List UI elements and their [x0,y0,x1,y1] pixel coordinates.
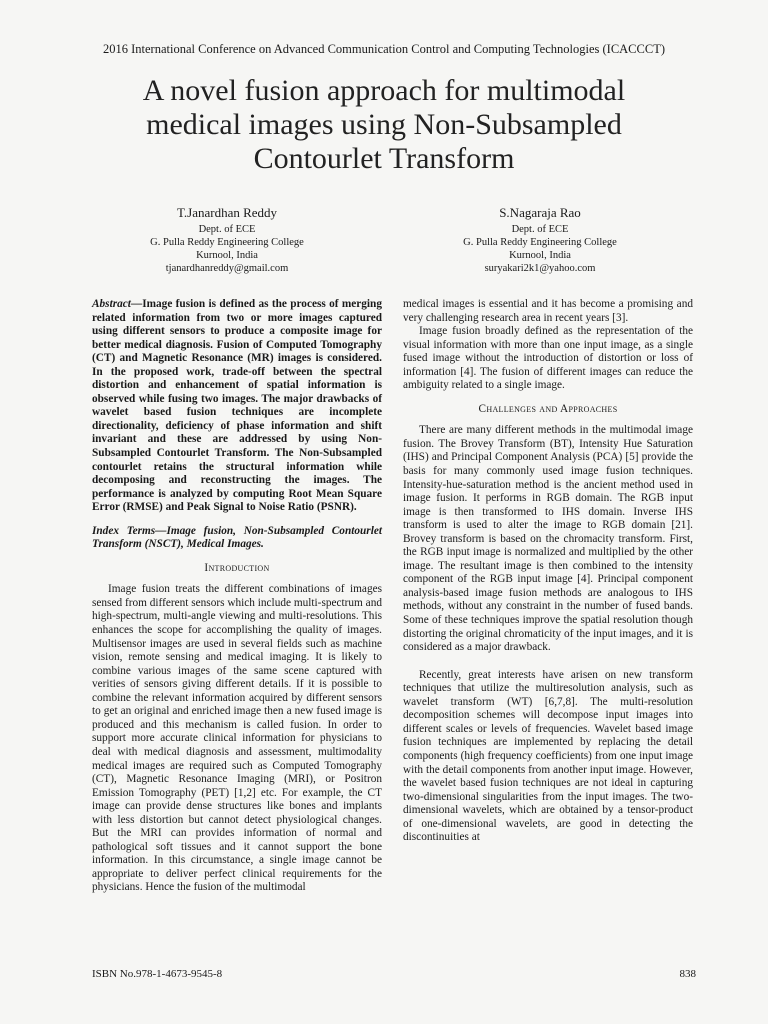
author-block-2 [390,204,690,275]
challenges-paragraph-1: There are many different methods in the multimodal image fusion. The Brovey Transform (BT), Intensity Hue Saturation (IHS) and Principal Component Analysis (PCA) [5] provide the basis for many commonly used image fusion techniques. Intensity-hue-saturation method is the ancient method used in image fusion. It performs in RGB domain. The RGB input image is then transformed to IHS domain. Inverse IHS transform is used to alter the image to RGB domain [21]. Brovey transform is based on the chromacity transform. First, the RGB input image is normalized and multiplied by the other image. The resultant image is then combined to the intensity component of the RGB input image [4]. Principal component analysis-based image fusion methods are analogous to IHS methods, without any constraint in the number of fused bands. Some of these techniques improve the spatial resolution though distorting the original chromaticity of the input images, and it is considered as a major drawback. [403,424,693,654]
author-block-1 [77,204,377,275]
page-number: 838 [679,968,696,980]
author-dept: Dept. of ECE [198,224,256,235]
challenges-paragraph-2: Recently, great interests have arisen on new transform techniques that utilize the multiresolution analysis, such as wavelet transform (WT) [6,7,8]. The multi-resolution decomposition schemes will decompose input images into different scales or levels of frequencies. Wavelet based image fusion techniques are implemented by replacing the detail components (high frequency coefficients) from one input image with the detail components from another input image. However, the wavelet based fusion techniques are not ideal in capturing two-dimensional singularities from the input images. The two-dimensional wavelets, which are obtained by a tensor-product of one-dimensional wavelets, are good in detecting the discontinuities at [403,668,693,844]
paper-title: A novel fusion approach for multimodal medical images using Non-Subsampled Contourlet Transform [142,74,626,175]
author-email: tjanardhanreddy@gmail.com [165,263,289,274]
intro-paragraph-1-continued: medical images is essential and it has become a promising and very challenging research area in recent years [3]. [403,298,693,324]
index-terms: Index Terms—Image fusion, Non-Subsampled Contourlet Transform (NSCT), Medical Images. [92,524,382,551]
abstract-label: Abstract [92,298,131,310]
right-column [403,298,693,845]
intro-paragraph-2: Image fusion broadly defined as the representation of the visual information with more than one input image, as a single fused image without the introduction of distortion or loss of information [4]. The fusion of different images can reduce the ambiguity related to a single image. [403,325,693,392]
abstract-text: —Image fusion is defined as the process of merging related information from two or more images captured using different sensors to produce a composite image for better medical diagnosis. Fusion of Computed Tomography (CT) and Magnetic Resonance (MR) images is considered. In the proposed work, trade-off between the spectral distortion and enhancement of spatial information is observed while fusing two images. The major drawbacks of wavelet based fusion techniques are incomplete directionality, deficiency of phase information and shift invariant and these are addressed by using Non-Subsampled Contourlet Transform. The Non-Subsampled contourlet retains the structural information while decomposing and reconstructing the images. The performance is analyzed by computing Root Mean Square Error (RMSE) and Peak Signal to Noise Ratio (PSNR). [92,298,382,514]
author-college: G. Pulla Reddy Engineering College [463,237,617,248]
author-name: T.Janardhan Reddy [176,205,278,220]
left-column [92,298,382,895]
author-name: S.Nagaraja Rao [499,205,581,220]
intro-paragraph-1: Image fusion treats the different combinations of images sensed from different sensors which include multi-spectrum and high-spectrum, multi-angle viewing and multi-resolutions. This enhances the scope for accomplishing the quality of images. Multisensor images are used in several fields such as machine vision, remote sensing and medical imaging. It is likely to combine various images of the same scene captured with verities of sensors giving different details. If it is possible to combine the relevant information acquired by different sensors to get an original and enriched image then a new fused image is produced and this mechanism is called fusion. In order to support more accurate clinical information for physicians to deal with medical diagnosis and assessment, multimodality medical images are required such as Computed Tomography (CT), Magnetic Resonance Imaging (MRI), or Positron Emission Tomography (PET) [1,2] etc. For example, the CT image can provide dense structures like bones and implants with less distortion but cannot detect physiological changes. But the MRI can provides information of normal and pathological soft tissues and it cannot support the bone information. In this circumstance, a single image cannot be appropriate to deliver perfect clinical requirements for the physicians. Hence the fusion of the multimodal [92,583,382,894]
author-location: Kurnool, India [509,250,571,261]
author-college: G. Pulla Reddy Engineering College [150,237,304,248]
conference-header: 2016 International Conference on Advanced Communication Control and Computing Technologies (ICACCCT) [103,42,665,56]
section-heading-challenges: Challenges and Approaches [478,402,618,415]
author-email: suryakari2k1@yahoo.com [484,263,596,274]
author-location: Kurnool, India [196,250,258,261]
abstract [92,298,382,515]
section-heading-introduction: Introduction [204,561,270,574]
paragraph-gap [403,655,693,669]
author-dept: Dept. of ECE [511,224,569,235]
isbn-footer: ISBN No.978-1-4673-9545-8 [92,968,223,980]
